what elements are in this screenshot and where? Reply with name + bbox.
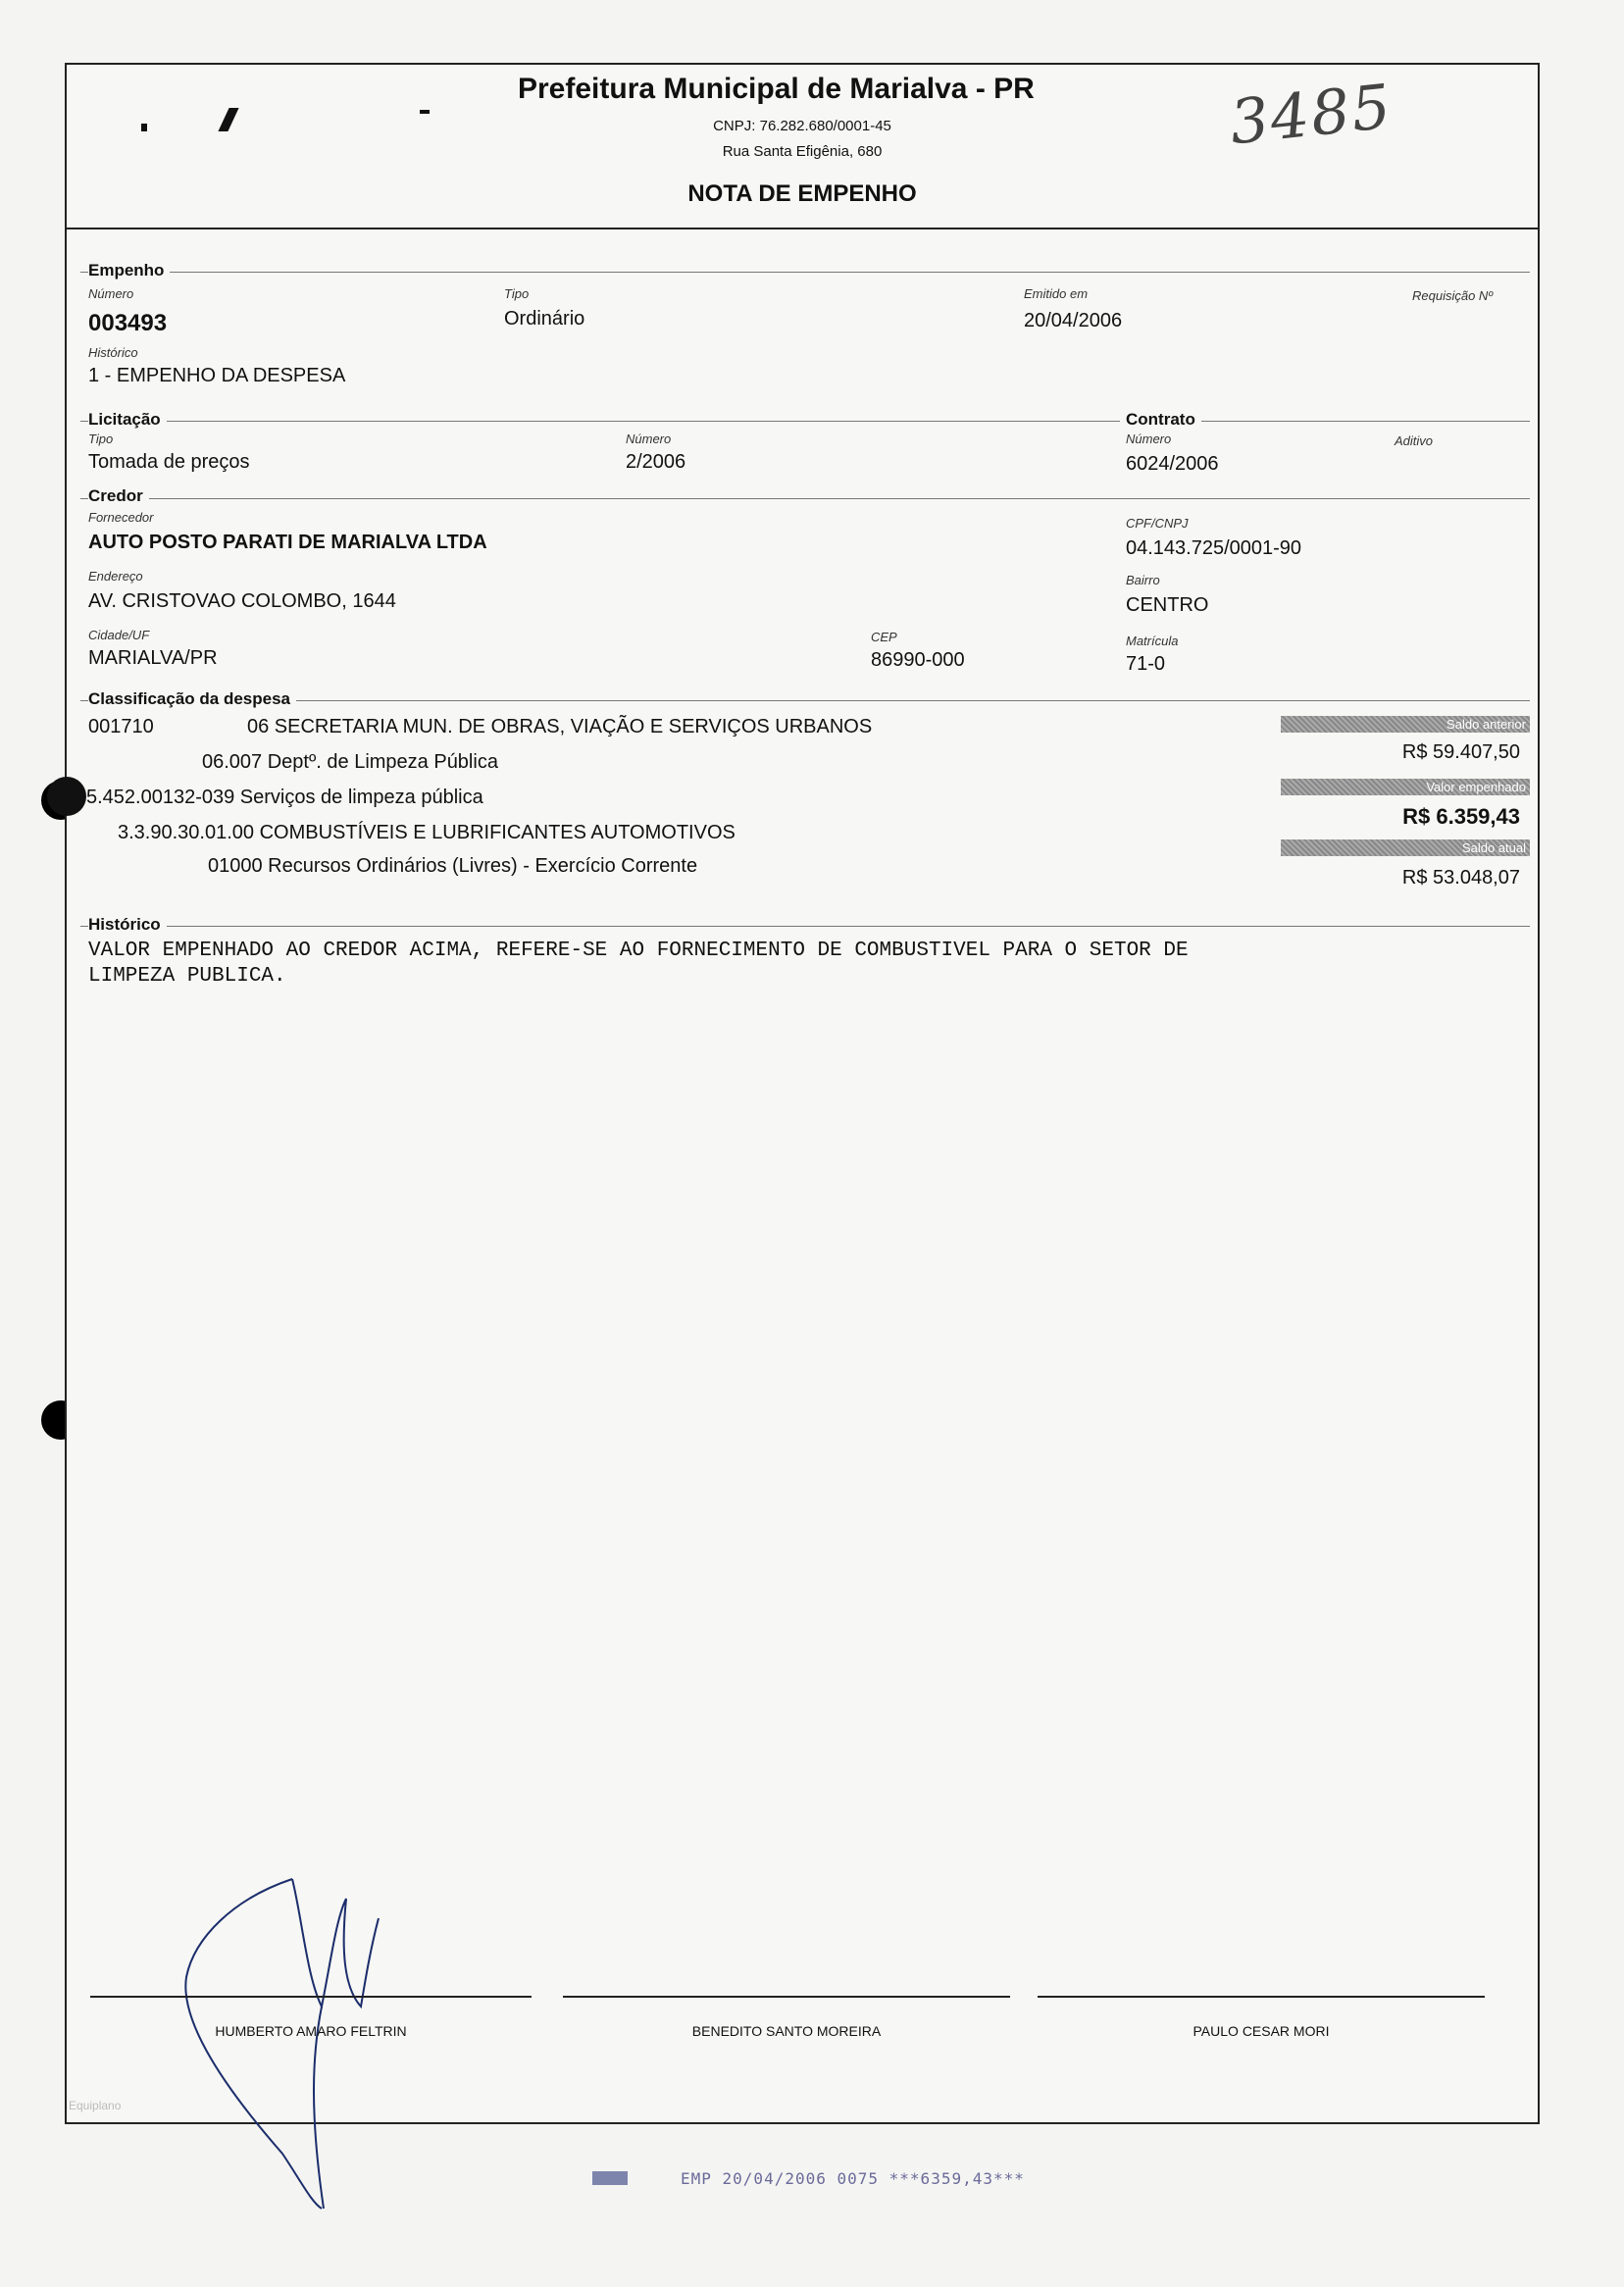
matricula-label: Matrícula (1126, 634, 1179, 648)
signature-name-2: BENEDITO SANTO MOREIRA (691, 2023, 882, 2039)
ink-blot (592, 2171, 628, 2185)
section-rule (80, 498, 1530, 499)
document-page (65, 63, 1540, 2124)
cidade-value: MARIALVA/PR (88, 647, 218, 669)
classificacao-orgao: 06 SECRETARIA MUN. DE OBRAS, VIAÇÃO E SERVIÇOS URBANOS (247, 716, 873, 737)
classificacao-unidade: 06.007 Deptº. de Limpeza Pública (202, 751, 498, 773)
section-rule (80, 926, 1530, 927)
document-header (67, 65, 1538, 229)
address-line: Rua Santa Efigênia, 680 (722, 143, 883, 160)
emitido-label: Emitido em (1024, 286, 1089, 301)
licitacao-tipo: Tomada de preços (88, 451, 250, 473)
software-watermark: Equiplano (69, 2099, 122, 2112)
section-empenho: Empenho (88, 261, 170, 280)
empenho-numero: 003493 (88, 310, 168, 336)
fornecedor-label: Fornecedor (88, 510, 154, 525)
cidade-label: Cidade/UF (88, 628, 150, 642)
empenho-tipo-label: Tipo (504, 286, 530, 301)
requisicao-label: Requisição Nº (1412, 288, 1494, 303)
municipality-title: Prefeitura Municipal de Marialva - PR (518, 73, 1035, 105)
section-licitacao: Licitação (88, 410, 167, 430)
classificacao-elemento: 3.3.90.30.01.00 COMBUSTÍVEIS E LUBRIFICANTES AUTOMOTIVOS (118, 822, 736, 843)
contrato-numero: 6024/2006 (1126, 453, 1219, 475)
empenho-historico-label: Histórico (88, 345, 138, 360)
licitacao-tipo-label: Tipo (88, 432, 114, 446)
document-title: NOTA DE EMPENHO (687, 180, 917, 207)
saldo-anterior-value: R$ 59.407,50 (1401, 741, 1520, 763)
empenho-numero-label: Número (88, 286, 134, 301)
section-classificacao: Classificação da despesa (88, 689, 296, 709)
endereco-value: AV. CRISTOVAO COLOMBO, 1644 (88, 590, 396, 612)
signature-name-3: PAULO CESAR MORI (1193, 2023, 1330, 2039)
classificacao-recurso: 01000 Recursos Ordinários (Livres) - Exercício Corrente (208, 855, 698, 877)
empenho-historico: 1 - EMPENHO DA DESPESA (88, 365, 346, 386)
matricula-value: 71-0 (1126, 653, 1166, 675)
bairro-value: CENTRO (1126, 594, 1209, 616)
mechanical-stamp: EMP 20/04/2006 0075 ***6359,43*** (681, 2169, 1025, 2188)
cnpj-line: CNPJ: 76.282.680/0001-45 (713, 118, 891, 134)
signature-line-2 (563, 1996, 1010, 1998)
fornecedor-name: AUTO POSTO PARATI DE MARIALVA LTDA (88, 532, 487, 553)
section-rule (80, 272, 1530, 273)
cpf-value: 04.143.725/0001-90 (1126, 537, 1302, 559)
cep-value: 86990-000 (871, 649, 965, 671)
saldo-atual-value: R$ 53.048,07 (1401, 867, 1520, 889)
section-contrato: Contrato (1126, 410, 1201, 430)
valor-empenhado-badge: Valor empenhado (1281, 779, 1530, 795)
saldo-atual-badge: Saldo atual (1281, 839, 1530, 856)
licitacao-numero-label: Número (626, 432, 672, 446)
section-credor: Credor (88, 486, 149, 506)
valor-empenhado-value: R$ 6.359,43 (1402, 804, 1520, 829)
section-rule (80, 421, 1120, 422)
cpf-label: CPF/CNPJ (1126, 516, 1189, 531)
classificacao-codigo: 001710 (88, 716, 154, 737)
scan-mark (420, 110, 430, 114)
classificacao-funcional: 5.452.00132-039 Serviços de limpeza pública (86, 787, 483, 808)
endereco-label: Endereço (88, 569, 143, 584)
aditivo-label: Aditivo (1395, 433, 1434, 448)
signature-name-1: HUMBERTO AMARO FELTRIN (215, 2023, 407, 2039)
punch-hole-side (47, 777, 86, 816)
bairro-label: Bairro (1126, 573, 1160, 587)
empenho-tipo: Ordinário (504, 308, 585, 330)
section-rule (80, 700, 1530, 701)
handwritten-number: 3485 (1226, 70, 1396, 159)
signature-line-1 (90, 1996, 532, 1998)
historico-line-2: LIMPEZA PUBLICA. (88, 965, 286, 988)
section-historico: Histórico (88, 915, 167, 935)
saldo-anterior-badge: Saldo anterior (1281, 716, 1530, 733)
contrato-numero-label: Número (1126, 432, 1172, 446)
signature-line-3 (1038, 1996, 1485, 1998)
cep-label: CEP (871, 630, 897, 644)
emitido-date: 20/04/2006 (1024, 310, 1123, 331)
historico-line-1: VALOR EMPENHADO AO CREDOR ACIMA, REFERE-SE AO FORNECIMENTO DE COMBUSTIVEL PARA O SETOR DE (88, 940, 1189, 962)
licitacao-numero: 2/2006 (626, 451, 686, 473)
